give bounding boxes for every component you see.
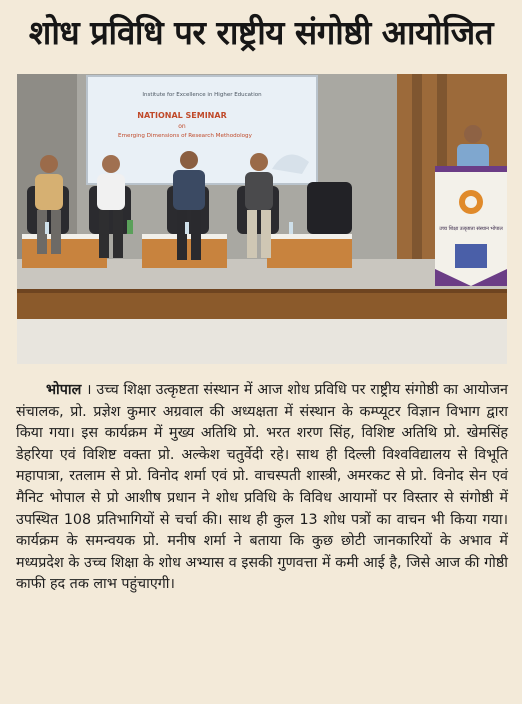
chair — [307, 182, 352, 234]
stage-front — [17, 289, 507, 319]
headline: शोध प्रविधि पर राष्ट्रीय संगोष्ठी आयोजित — [28, 12, 494, 52]
screen-sub: on — [178, 123, 186, 130]
table-3 — [267, 234, 352, 268]
photo-illustration — [17, 74, 507, 364]
floor — [17, 319, 507, 364]
event-photo — [17, 74, 507, 364]
screen-topic: Emerging Dimensions of Research Methodology — [118, 133, 252, 139]
article-text: । उच्च शिक्षा उत्कृष्टता संस्थान में आज शोध प्रविधि पर राष्ट्रीय संगोष्ठी का आयोजन संचालक, प्रो. प्रज्ञेश कुमार अग्रवाल की अध्यक्षता में संस्थान के कम्प्यूटर विज्ञान विभाग द्वारा किया गया। इस कार्यक्रम में मुख्य अतिथि प्रो. भरत शरण सिंह, विशिष्ट अतिथि प्रो. खेमसिंह डेहरिया एवं विशिष्ट वक्ता प्रो. अल्केश चतुर्वेदी रहे। साथ ही दिल्ली विश्वविद्यालय से विभूति महापात्रा, रतलाम से प्रो. विनोद शर्मा एवं प्रो. वाचस्पती शास्त्री, अमरकट से प्रो. विनोद सेन एवं मैनिट भोपाल से प्रो आशीष प्रधान ने शोध प्रविधि के विविध आयामों पर विस्तार से संगोष्ठी में उपस्थित 108 प्रतिभागियों से चर्चा की। साथ ही कुल 13 शोध पत्रों का वाचन भी किया गया। कार्यक्रम के समन्वयक प्रो. मनीष शर्मा ने बताया कि कुछ छोटी जानकारियों के अभाव में मध्यप्रदेश के उच्च शिक्षा के शोध अभ्यास व इसकी गुणवत्ता में कमी आई है, जिसे आज की गोष्ठी काफी हद तक लाभ पहुंचाएगी। — [16, 382, 508, 593]
screen-header: Institute for Excellence in Higher Education — [142, 92, 262, 98]
dateline: भोपाल — [46, 382, 82, 398]
table-1 — [22, 234, 107, 268]
podium-text: उच्च शिक्षा उत्कृष्टता संस्थान भोपाल — [439, 226, 503, 232]
article-body — [16, 380, 508, 596]
screen-title: NATIONAL SEMINAR — [137, 111, 227, 120]
